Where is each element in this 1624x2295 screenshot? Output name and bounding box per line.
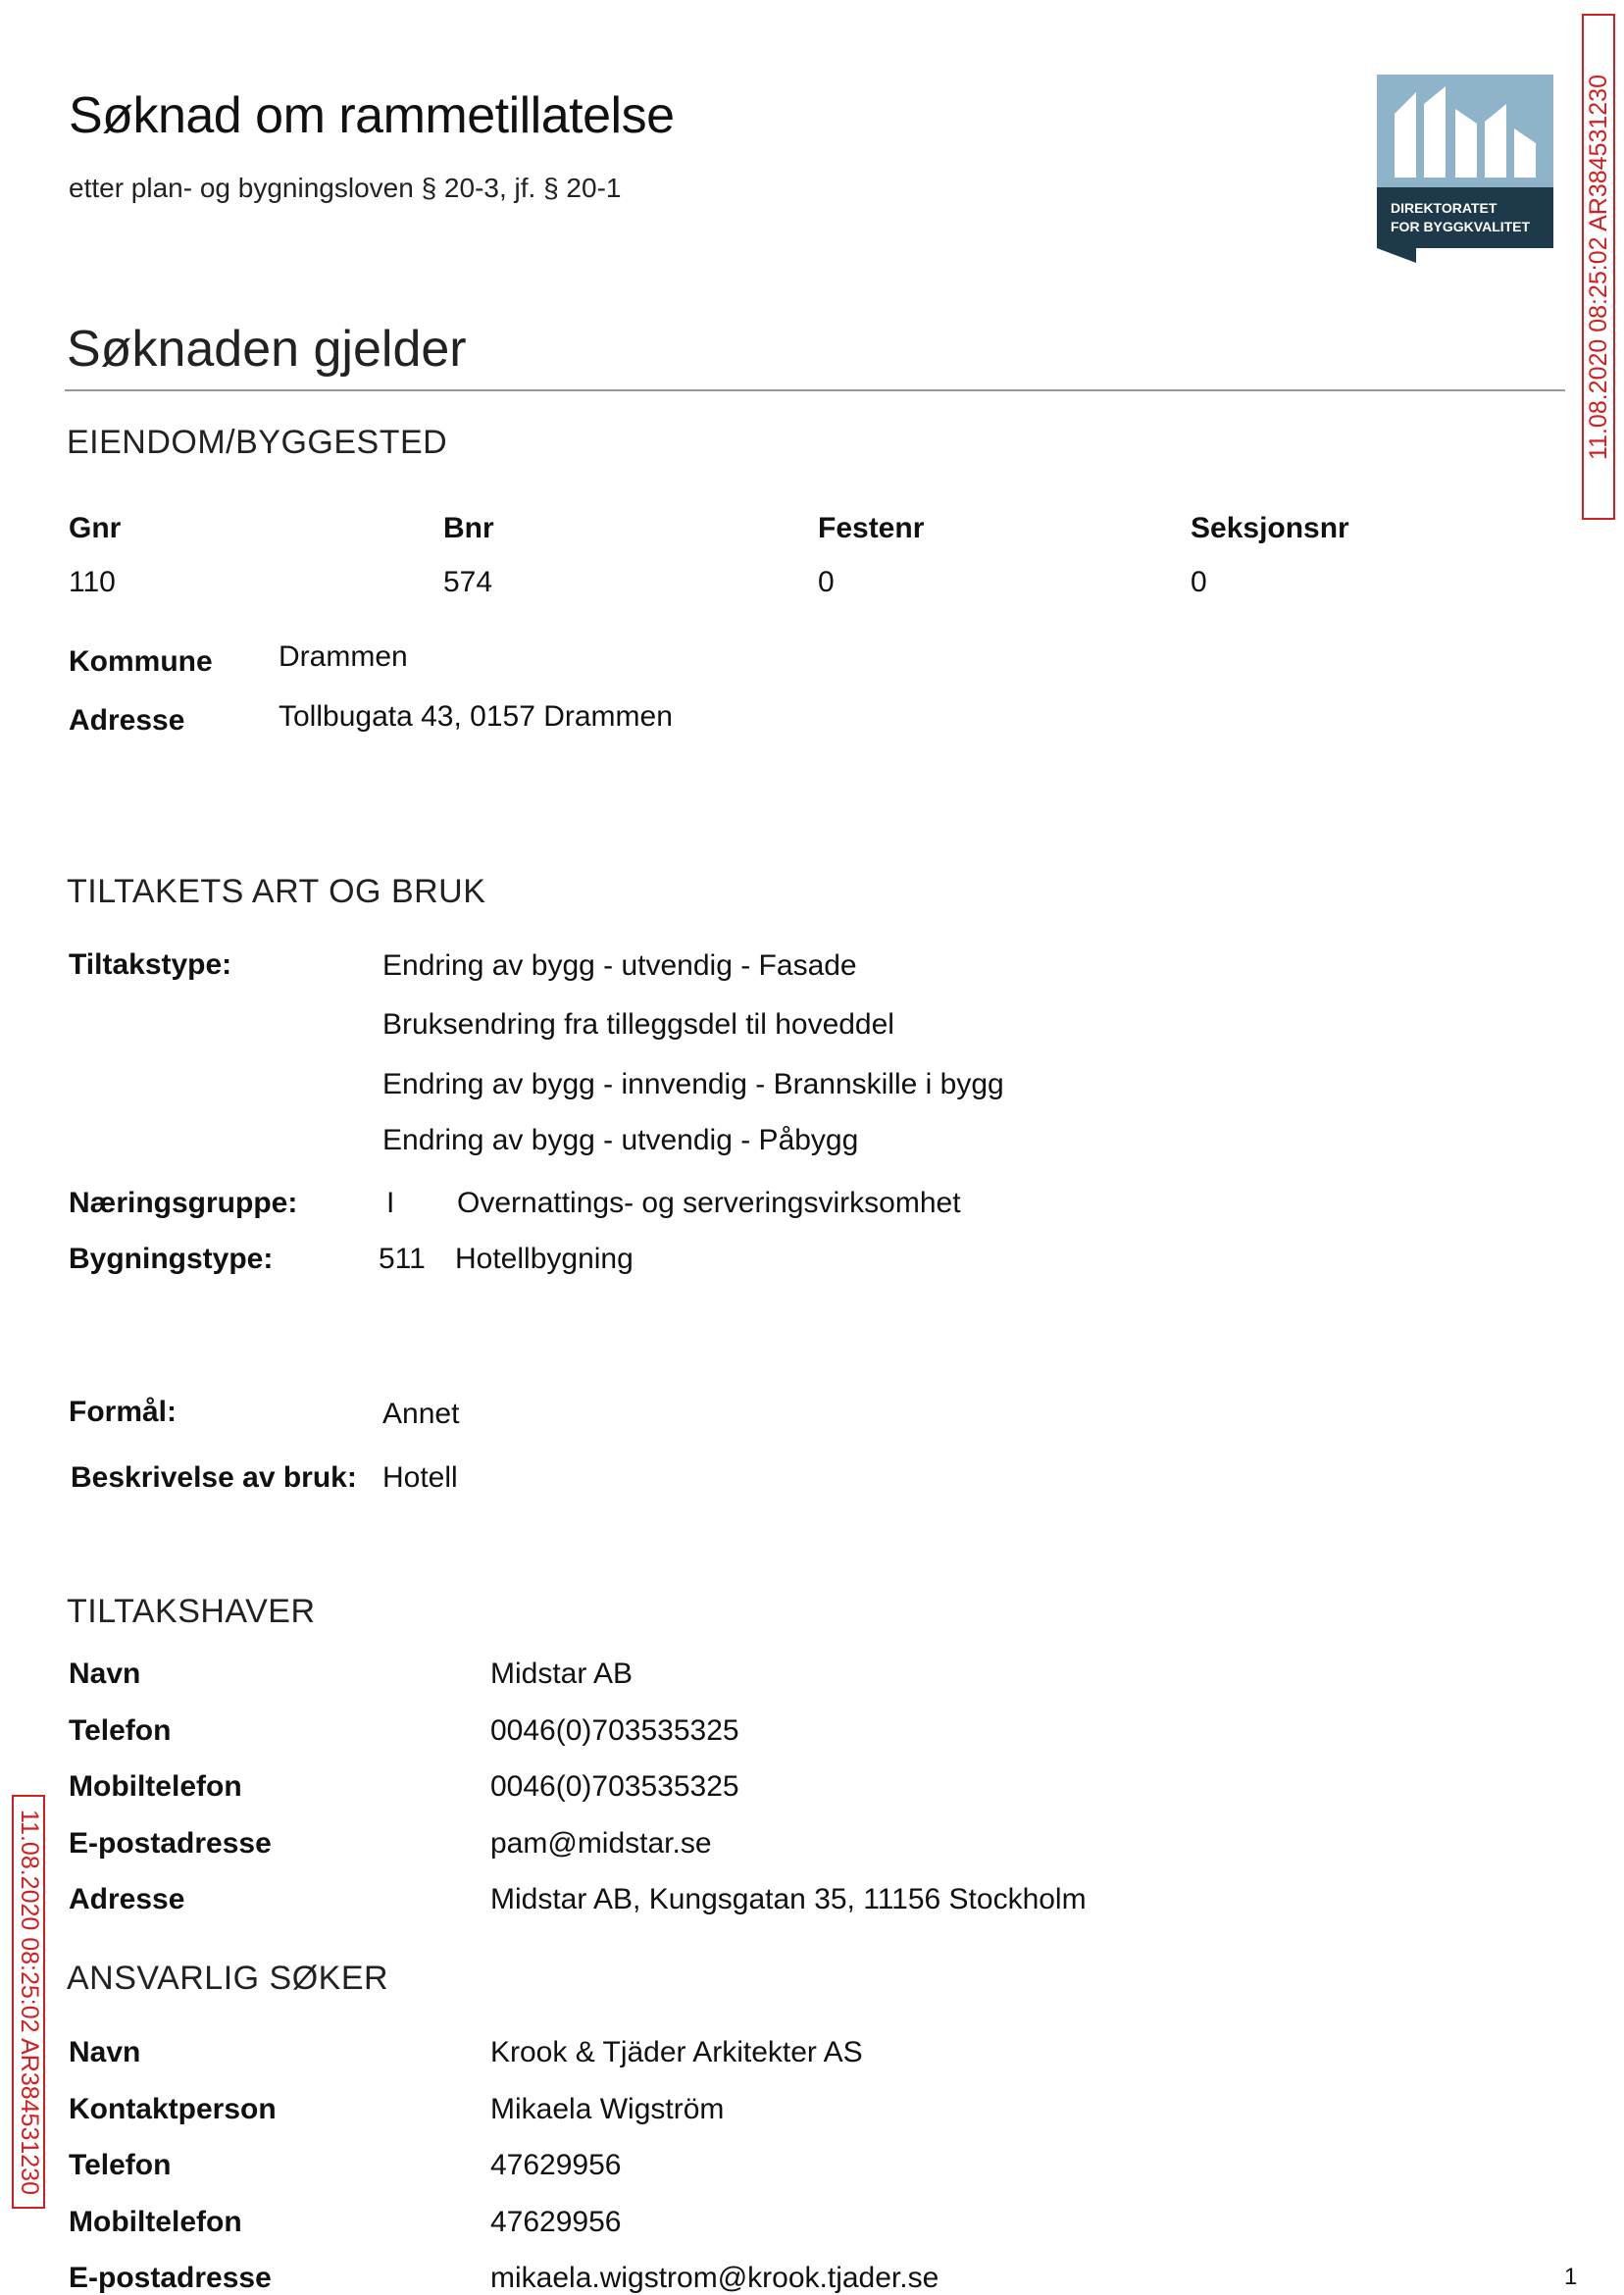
tiltakshaver-adresse-label: Adresse <box>69 1883 185 1915</box>
dibk-logo-icon <box>1377 75 1553 263</box>
soker-heading: ANSVARLIG SØKER <box>67 1960 389 1997</box>
soker-kontakt-label: Kontaktperson <box>69 2093 277 2125</box>
tiltakshaver-epost-value: pam@midstar.se <box>490 1827 712 1860</box>
beskrivelse-value: Hotell <box>382 1461 458 1494</box>
beskrivelse-label: Beskrivelse av bruk: <box>71 1461 357 1494</box>
soker-epost-value: mikaela.wigstrom@krook.tjader.se <box>490 2262 939 2294</box>
naeringsgruppe-code: I <box>386 1187 395 1219</box>
tiltakstype-item: Endring av bygg - utvendig - Fasade <box>382 949 857 982</box>
bygningstype-value: Hotellbygning <box>455 1243 634 1275</box>
tiltakstype-item: Bruksendring fra tilleggsdel til hoveddel <box>382 1008 894 1041</box>
page-number: 1 <box>1564 2264 1578 2290</box>
adresse-value: Tollbugata 43, 0157 Drammen <box>279 700 673 733</box>
logo-line-2: FOR BYGGKVALITET <box>1391 219 1531 234</box>
tiltakshaver-navn-label: Navn <box>69 1658 141 1690</box>
formal-value: Annet <box>382 1398 460 1430</box>
bygningstype-label: Bygningstype: <box>69 1243 274 1275</box>
festenr-value: 0 <box>818 566 835 598</box>
soker-kontakt-value: Mikaela Wigström <box>490 2093 725 2125</box>
festenr-label: Festenr <box>818 512 925 544</box>
logo-line-1: DIREKTORATET <box>1391 200 1497 216</box>
kommune-value: Drammen <box>279 640 408 673</box>
soker-mobil-label: Mobiltelefon <box>69 2206 242 2238</box>
formal-label: Formål: <box>69 1396 178 1428</box>
receipt-stamp-side <box>12 1795 45 2209</box>
naeringsgruppe-value: Overnattings- og serveringsvirksomhet <box>457 1187 961 1219</box>
tiltakstype-item: Endring av bygg - innvendig - Brannskille i bygg <box>382 1068 1004 1100</box>
tiltakshaver-telefon-value: 0046(0)703535325 <box>490 1714 739 1747</box>
adresse-label: Adresse <box>69 704 185 737</box>
tiltakstype-label: Tiltakstype: <box>69 948 232 981</box>
gnr-label: Gnr <box>69 512 122 544</box>
tiltakshaver-mobil-value: 0046(0)703535325 <box>490 1770 739 1803</box>
receipt-stamp-top <box>1582 14 1615 520</box>
document-subtitle: etter plan- og bygningsloven § 20-3, jf. § 20-1 <box>69 173 622 203</box>
bnr-label: Bnr <box>443 512 494 544</box>
tiltakshaver-mobil-label: Mobiltelefon <box>69 1770 242 1803</box>
soker-mobil-value: 47629956 <box>490 2206 622 2238</box>
tiltakshaver-epost-label: E-postadresse <box>69 1827 272 1860</box>
soker-telefon-value: 47629956 <box>490 2149 622 2181</box>
seksjonsnr-value: 0 <box>1191 566 1207 598</box>
tiltakshaver-heading: TILTAKSHAVER <box>67 1593 316 1630</box>
tiltakshaver-navn-value: Midstar AB <box>490 1658 634 1690</box>
seksjonsnr-label: Seksjonsnr <box>1191 512 1349 544</box>
stamp-text-side: 11.08.2020 08:25:02 AR384531230 <box>15 1809 43 2195</box>
gnr-value: 110 <box>69 566 116 598</box>
dibk-logo <box>1377 75 1553 263</box>
tiltak-heading: TILTAKETS ART OG BRUK <box>67 873 486 910</box>
soker-telefon-label: Telefon <box>69 2149 172 2181</box>
stamp-text-top: 11.08.2020 08:25:02 AR384531230 <box>1584 74 1612 460</box>
bygningstype-code: 511 <box>379 1243 426 1275</box>
soker-navn-value: Krook & Tjäder Arkitekter AS <box>490 2036 863 2068</box>
section-title: Søknaden gjelder <box>67 321 467 378</box>
section-divider <box>65 389 1565 391</box>
tiltakstype-item: Endring av bygg - utvendig - Påbygg <box>382 1124 859 1156</box>
bnr-value: 574 <box>443 566 493 598</box>
soker-epost-label: E-postadresse <box>69 2262 272 2294</box>
naeringsgruppe-label: Næringsgruppe: <box>69 1187 298 1219</box>
eiendom-heading: EIENDOM/BYGGESTED <box>67 424 448 461</box>
document-title: Søknad om rammetillatelse <box>69 87 675 144</box>
tiltakshaver-telefon-label: Telefon <box>69 1714 172 1747</box>
soker-navn-label: Navn <box>69 2036 141 2068</box>
kommune-label: Kommune <box>69 645 213 678</box>
tiltakshaver-adresse-value: Midstar AB, Kungsgatan 35, 11156 Stockholm <box>490 1883 1087 1915</box>
